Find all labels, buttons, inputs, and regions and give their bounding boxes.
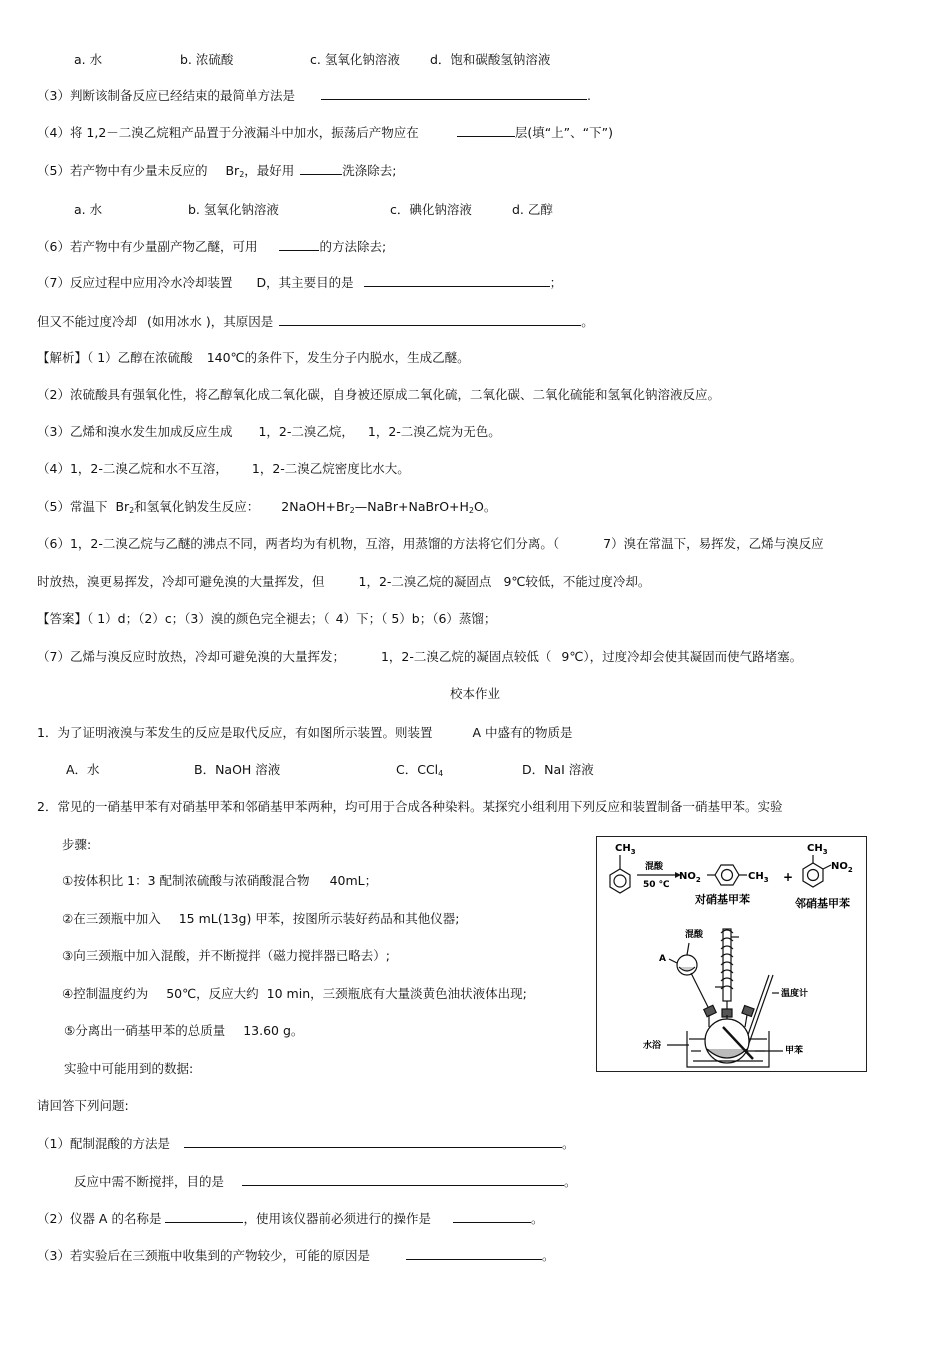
answer-blank[interactable]: [406, 1247, 542, 1260]
option-a: A．水: [66, 762, 100, 777]
answer-blank[interactable]: [457, 124, 515, 137]
toluene-label: 甲苯: [785, 1046, 804, 1056]
question-text: ，最好用: [244, 163, 295, 178]
question-6: [37, 238, 386, 255]
answer-text: （7）乙烯与溴反应时放热，冷却可避免溴的大量挥发；: [37, 649, 345, 664]
plus-sign: +: [783, 870, 794, 884]
analysis-text: 时放热，溴更易挥发，冷却可避免溴的大量挥发，但: [37, 574, 325, 589]
condition-label: 50 ℃: [643, 880, 670, 890]
answer-blank[interactable]: [165, 1210, 243, 1223]
option-d: D．NaI 溶液: [522, 762, 594, 777]
step-text: ②在三颈瓶中加入: [62, 911, 161, 926]
analysis-text: 1，2-二溴乙烷，: [258, 424, 354, 439]
steps-label: 步骤:: [62, 837, 92, 852]
reaction-diagram: [597, 837, 866, 1071]
step-text: 10 min，三颈瓶底有大量淡黄色油状液体出现;: [266, 986, 527, 1001]
sub-question-1: [37, 1135, 574, 1152]
step-2: [62, 911, 460, 927]
no2-label-left: $NO_2$: [679, 871, 701, 884]
thermometer-label: 温度计: [781, 989, 809, 999]
ch3-label-top: $CH_3$: [807, 843, 828, 856]
subscript: 2: [349, 506, 355, 515]
section-title: 校本作业: [449, 686, 500, 701]
ortho-nitrotoluene-structure: [803, 855, 831, 887]
question-4: [37, 124, 613, 141]
analysis-text: 1，2-二溴乙烷为无色。: [367, 424, 501, 439]
question-text: （5）若产物中有少量未反应的: [37, 163, 208, 178]
subscript: 2: [239, 170, 245, 179]
step-text: 13.60 g。: [243, 1023, 304, 1038]
homework-question-1: [37, 725, 573, 741]
option-b: b. 氢氧化钠溶液: [188, 202, 279, 217]
step-text: 50℃，反应大约: [166, 986, 259, 1001]
step-text: ④控制温度约为: [62, 986, 149, 1001]
no2-label-right: $NO_2$: [831, 861, 853, 874]
step-4: [62, 986, 527, 1002]
step-1: [62, 873, 377, 889]
question-text: （3）判断该制备反应已经结束的最简单方法是: [37, 88, 295, 103]
analysis-text: 9℃较低，不能过度冷却。: [503, 574, 651, 589]
punctuation: .: [586, 88, 591, 103]
step-3: ③向三颈瓶中加入混酸，并不断搅拌（磁力搅拌器已略去）;: [62, 948, 390, 963]
reagent-label: 混酸: [645, 862, 664, 872]
question-text: （2）仪器 A 的名称是: [37, 1211, 162, 1226]
step-text: 40mL；: [329, 873, 378, 888]
answer-key-1: [37, 611, 496, 627]
answer-text: 4）下；（ 5）b；（6）蒸馏；: [335, 611, 497, 626]
option-line-q5: [74, 202, 553, 218]
answer-blank[interactable]: [184, 1135, 562, 1148]
formula-br: Br: [225, 163, 240, 178]
answer-blank[interactable]: [453, 1210, 531, 1223]
analysis-text: 【解析】（ 1）乙醇在浓硫酸: [37, 350, 193, 365]
analysis-7: [37, 574, 650, 590]
ch3-label-right: $CH_3$: [748, 871, 769, 884]
question-text: ，使用该仪器前必须进行的操作是: [243, 1211, 431, 1226]
option-d: d. 乙醇: [512, 202, 553, 217]
analysis-text: 7）溴在常温下，易挥发，乙烯与溴反应: [603, 536, 824, 551]
subscript: 2: [468, 506, 474, 515]
analysis-text: 和氢氧化钠发生反应：: [134, 499, 260, 514]
question-text: (如用冰水 )，其原因是: [147, 314, 274, 329]
analysis-6: [37, 536, 824, 552]
option-line-q2: [74, 52, 550, 68]
answer-blank[interactable]: [321, 87, 587, 100]
punctuation: 。: [530, 1211, 544, 1226]
answer-text: 1，2-二溴乙烷的凝固点较低（: [380, 649, 552, 664]
question-text: 的方法除去;: [319, 239, 387, 254]
answer-prompt: 请回答下列问题:: [37, 1098, 129, 1113]
homework-options-1: [66, 762, 594, 782]
question-3: [37, 87, 591, 104]
option-c: c. 氢氧化钠溶液: [310, 52, 400, 67]
option-a: a. 水: [74, 202, 103, 217]
acid-label: 混酸: [685, 930, 704, 940]
answer-text: 【答案】（ 1）d；（2）c；（3）溴的颜色完全褪去；（: [37, 611, 330, 626]
question-text: 反应中需不断搅拌，目的是: [74, 1174, 225, 1189]
answer-blank[interactable]: [364, 274, 550, 287]
option-b: b. 浓硫酸: [180, 52, 234, 67]
question-7: [37, 274, 562, 291]
punctuation: 。: [581, 314, 594, 329]
question-text: 1．为了证明液溴与苯发生的反应是取代反应，有如图所示装置。则装置: [37, 725, 433, 740]
punctuation: 。: [541, 1248, 555, 1263]
answer-blank[interactable]: [279, 313, 581, 326]
para-name: 对硝基甲苯: [695, 893, 750, 906]
apparatus: [667, 929, 783, 1067]
equation: 2NaOH+Br: [281, 499, 350, 514]
data-note: 实验中可能用到的数据:: [64, 1061, 194, 1076]
answer-blank[interactable]: [279, 238, 319, 251]
sub-question-2: [37, 1210, 543, 1227]
answer-blank[interactable]: [242, 1173, 564, 1186]
question-text: A 中盛有的物质是: [472, 725, 573, 740]
subscript: 2: [129, 506, 135, 515]
step-text: ①按体积比 1：3 配制浓硫酸与浓硝酸混合物: [62, 873, 310, 888]
analysis-text: 1，2-二溴乙烷的凝固点: [358, 574, 492, 589]
question-text: D，其主要目的是: [256, 275, 354, 290]
analysis-5: [37, 499, 496, 519]
punctuation: 。: [564, 1174, 577, 1189]
question-text: 但又不能过度冷却: [37, 314, 138, 329]
question-hint: 层(填“上”、“下”): [514, 125, 613, 140]
homework-question-2: 2．常见的一硝基甲苯有对硝基甲苯和邻硝基甲苯两种，均可用于合成各种染料。某探究小组利用下列反应和装置制备一硝基甲苯。实验: [37, 799, 783, 814]
question-text: （1）配制混酸的方法是: [37, 1136, 170, 1151]
analysis-text: 140℃的条件下，发生分子内脱水，生成乙醚。: [206, 350, 470, 365]
answer-blank[interactable]: [300, 162, 342, 175]
analysis-text: （5）常温下: [37, 499, 108, 514]
toluene-structure: [610, 855, 630, 893]
analysis-1: [37, 350, 470, 366]
formula-br: Br: [115, 499, 130, 514]
punctuation: ；: [549, 275, 563, 290]
answer-text: 9℃），过度冷却会使其凝固而使气路堵塞。: [561, 649, 803, 664]
question-text: 洗涤除去;: [342, 163, 397, 178]
question-5: [37, 162, 397, 183]
analysis-4: [37, 461, 410, 477]
option-a: a. 水: [74, 52, 103, 67]
analysis-2: （2）浓硫酸具有强氧化性，将乙醇氧化成二氧化碳，自身被还原成二氧化硫，二氧化碳、二氧化硫能和氢氧化钠溶液反应。: [37, 387, 720, 402]
ortho-name: 邻硝基甲苯: [795, 897, 850, 910]
sub-question-1b: [74, 1173, 577, 1190]
question-text: （7）反应过程中应用冷水冷却装置: [37, 275, 233, 290]
sub-question-3: [37, 1247, 554, 1264]
question-text: （6）若产物中有少量副产物乙醚，可用: [37, 239, 258, 254]
option-d: d．饱和碳酸氢钠溶液: [430, 52, 551, 67]
question-7-followup: [37, 313, 594, 330]
option-b: B．NaOH 溶液: [194, 762, 281, 777]
analysis-text: （4）1，2-二溴乙烷和水不互溶，: [37, 461, 228, 476]
answer-key-2: [37, 649, 802, 665]
step-text: ⑤分离出一硝基甲苯的总质量: [64, 1023, 226, 1038]
option-c: c．碘化钠溶液: [390, 202, 472, 217]
step-text: 15 mL(13g) 甲苯，按图所示装好药品和其他仪器;: [178, 911, 460, 926]
step-5: [64, 1023, 303, 1039]
reaction-figure: [596, 836, 867, 1072]
equation: O。: [474, 499, 497, 514]
option-c: [396, 762, 522, 782]
subscript: 4: [438, 769, 444, 778]
option-c-text: C．CCl: [396, 762, 439, 777]
para-nitrotoluene-structure: [707, 865, 747, 885]
analysis-text: （6）1，2-二溴乙烷与乙醚的沸点不同，两者均为有机物，互溶，用蒸馏的方法将它们分离。（: [37, 536, 560, 551]
punctuation: 。: [561, 1136, 575, 1151]
analysis-text: 1，2-二溴乙烷密度比水大。: [251, 461, 410, 476]
question-text: （4）将 1,2－二溴乙烷粗产品置于分液漏斗中加水，振荡后产物应在: [37, 125, 419, 140]
question-text: （3）若实验后在三颈瓶中收集到的产物较少，可能的原因是: [37, 1248, 370, 1263]
funnel-a-label: A: [659, 954, 666, 964]
analysis-3: [37, 424, 501, 440]
analysis-text: （3）乙烯和溴水发生加成反应生成: [37, 424, 233, 439]
equation: —NaBr+NaBrO+H: [354, 499, 469, 514]
ch3-label-left: $CH_3$: [615, 843, 636, 856]
water-bath-label: 水浴: [643, 1041, 662, 1051]
